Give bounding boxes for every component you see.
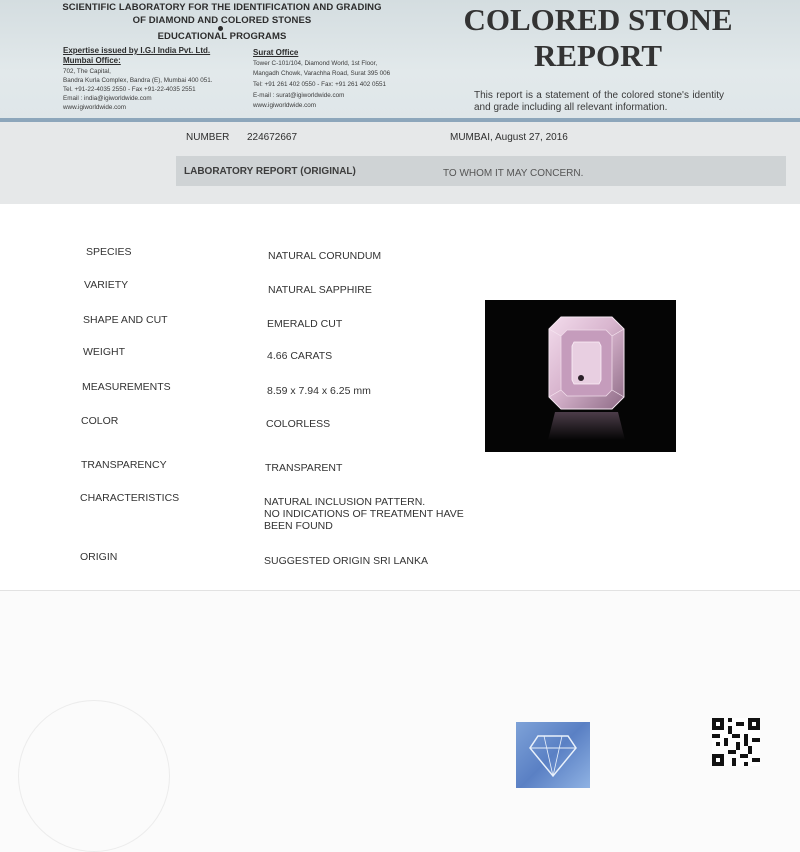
mumbai-address-2: Bandra Kurla Complex, Bandra (E), Mumbai 400 051. xyxy=(63,77,213,84)
mumbai-office-title: Mumbai Office: xyxy=(63,56,121,65)
transparency-label: TRANSPARENCY xyxy=(81,459,167,471)
qr-code-icon xyxy=(712,718,760,766)
number-label: NUMBER xyxy=(186,132,230,143)
species-value: NATURAL CORUNDUM xyxy=(268,250,382,262)
shape-cut-value: EMERALD CUT xyxy=(267,318,343,330)
security-hologram xyxy=(516,722,590,788)
report-body xyxy=(0,204,800,590)
lab-tagline-2: OF DIAMOND AND COLORED STONES xyxy=(132,15,312,26)
mumbai-email: Email : india@igiworldwide.com xyxy=(63,95,152,102)
lab-tagline-3: EDUCATIONAL PROGRAMS xyxy=(157,31,287,42)
mumbai-website: www.igiworldwide.com xyxy=(63,104,126,111)
mumbai-address-1: 702, The Capital, xyxy=(63,68,111,75)
fold-line xyxy=(0,590,800,591)
surat-office-title: Surat Office xyxy=(253,48,299,57)
measurements-label: MEASUREMENTS xyxy=(82,381,171,393)
lab-report-label: LABORATORY REPORT (ORIGINAL) xyxy=(184,166,356,177)
surat-address-1: Tower C-101/104, Diamond World, 1st Floor, xyxy=(253,60,378,67)
surat-email: E-mail : surat@igiworldwide.com xyxy=(253,92,345,99)
color-value: COLORLESS xyxy=(266,418,331,430)
variety-label: VARIETY xyxy=(84,279,129,291)
to-whom-label: TO WHOM IT MAY CONCERN. xyxy=(443,168,584,179)
mumbai-phone: Tel. +91-22-4035 2550 - Fax +91-22-4035 2551 xyxy=(63,86,196,93)
origin-value: SUGGESTED ORIGIN SRI LANKA xyxy=(264,555,428,567)
surat-address-2: Mangadh Chowk, Varachha Road, Surat 395 006 xyxy=(253,70,391,77)
weight-label: WEIGHT xyxy=(83,346,125,358)
species-label: SPECIES xyxy=(86,246,132,258)
lab-tagline-1: SCIENTIFIC LABORATORY FOR THE IDENTIFICATION AND GRADING xyxy=(62,2,382,13)
characteristics-label: CHARACTERISTICS xyxy=(80,492,180,504)
report-title-line-1: COLORED STONE xyxy=(463,2,733,37)
report-statement: This report is a statement of the colored stone's identity and grade including all relevant information. xyxy=(474,90,724,113)
origin-label: ORIGIN xyxy=(80,551,118,563)
color-label: COLOR xyxy=(81,415,119,427)
report-date: MUMBAI, August 27, 2016 xyxy=(450,132,568,143)
surat-phone: Tel: +91 261 402 0550 - Fax: +91 261 402 0551 xyxy=(253,81,387,88)
expertise-notice: Expertise issued by I.G.I India Pvt. Ltd. xyxy=(63,46,211,55)
gemstone-photo xyxy=(485,300,676,452)
surat-website: www.igiworldwide.com xyxy=(253,102,316,109)
shape-cut-label: SHAPE AND CUT xyxy=(83,314,168,326)
weight-value: 4.66 CARATS xyxy=(267,350,333,362)
embossed-seal xyxy=(18,700,170,852)
report-number: 224672667 xyxy=(247,132,298,143)
transparency-value: TRANSPARENT xyxy=(265,462,343,474)
characteristics-value: NATURAL INCLUSION PATTERN. NO INDICATIONS OF TREATMENT HAVE BEEN FOUND xyxy=(264,496,464,532)
measurements-value: 8.59 x 7.94 x 6.25 mm xyxy=(267,385,371,397)
variety-value: NATURAL SAPPHIRE xyxy=(268,284,372,296)
report-title-line-2: REPORT xyxy=(533,38,663,73)
